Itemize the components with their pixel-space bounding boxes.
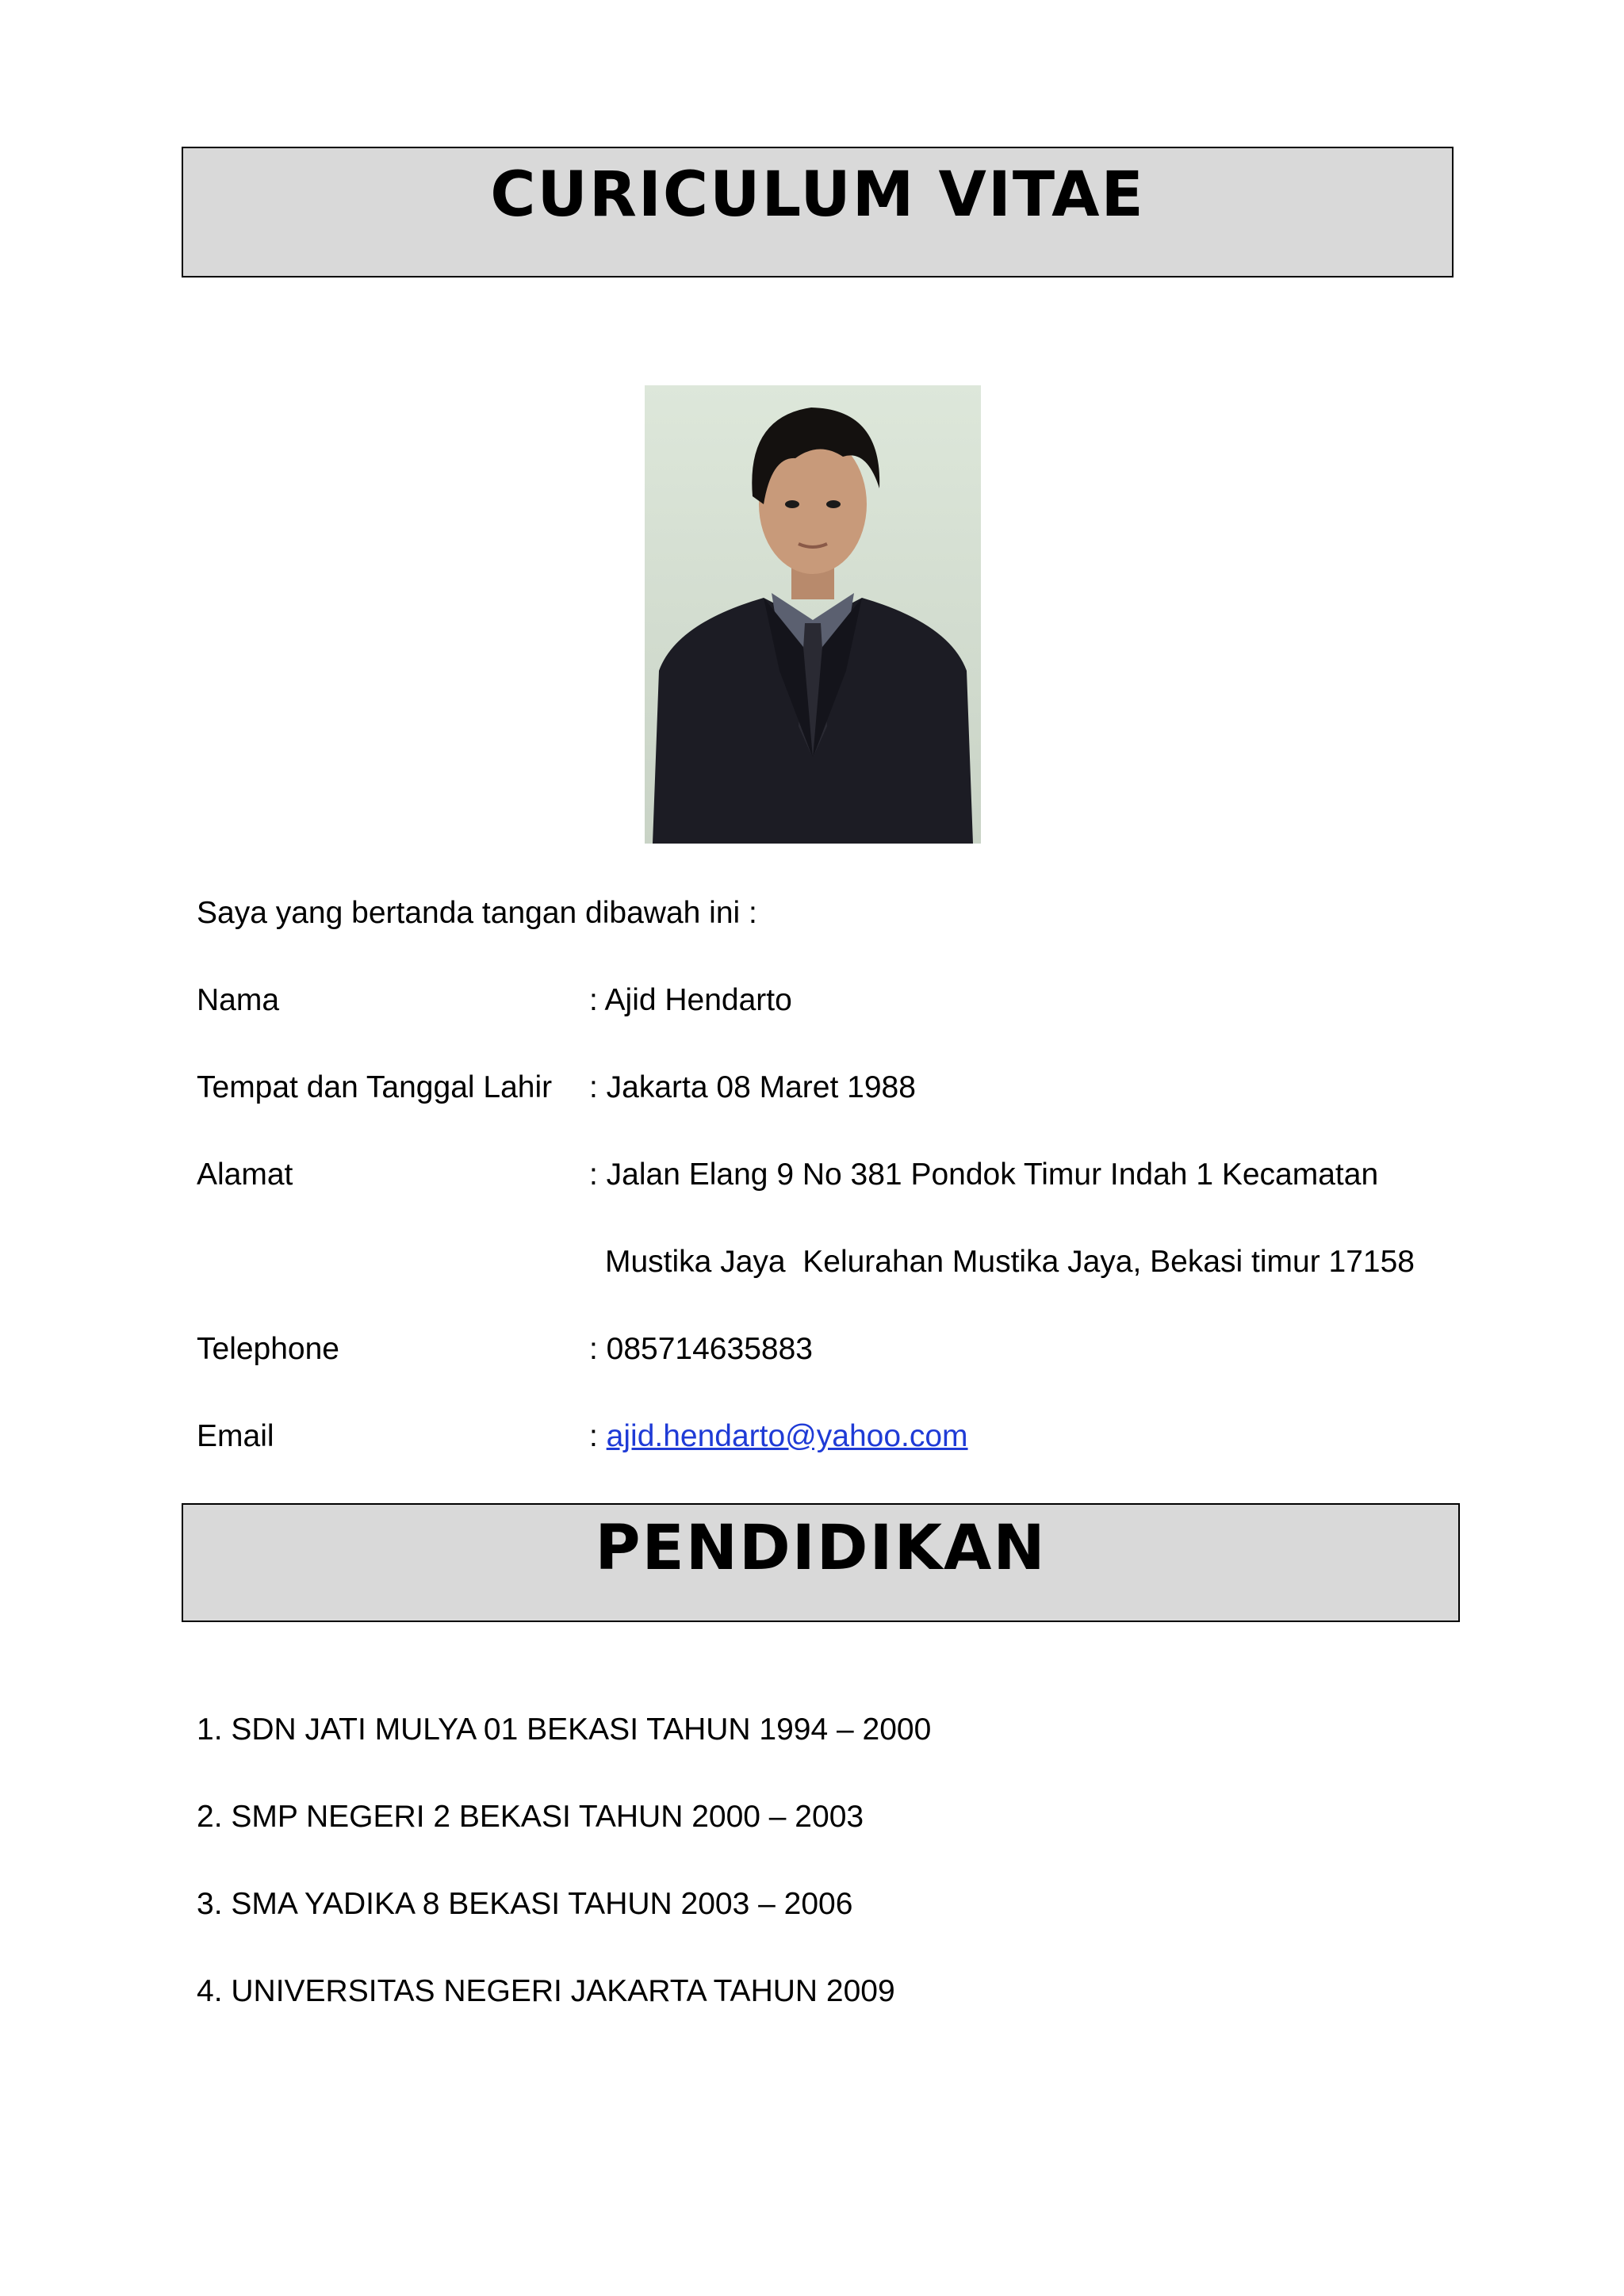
profile-photo <box>645 385 981 844</box>
birth-label: Tempat dan Tanggal Lahir <box>197 1070 553 1104</box>
name-label: Nama <box>197 983 280 1017</box>
education-title: PENDIDIKAN <box>595 1513 1047 1584</box>
email-link[interactable]: ajid.hendarto@yahoo.com <box>606 1419 968 1453</box>
email-row <box>589 1421 968 1452</box>
education-item: 3. SMA YADIKA 8 BEKASI TAHUN 2003 – 2006 <box>197 1887 853 1921</box>
cv-title-box <box>182 147 1454 277</box>
email-prefix: : <box>589 1419 607 1453</box>
name-value: : Ajid Hendarto <box>589 983 792 1017</box>
education-item: 1. SDN JATI MULYA 01 BEKASI TAHUN 1994 – 2000 <box>197 1712 932 1747</box>
phone-value: : 085714635883 <box>589 1332 813 1366</box>
page-title: CURICULUM VITAE <box>490 159 1145 231</box>
education-item: 2. SMP NEGERI 2 BEKASI TAHUN 2000 – 2003 <box>197 1800 864 1834</box>
birth-value: : Jakarta 08 Maret 1988 <box>589 1070 916 1104</box>
address-label: Alamat <box>197 1158 293 1192</box>
intro-text: Saya yang bertanda tangan dibawah ini : <box>197 896 757 930</box>
address-line-2: Mustika Jaya Kelurahan Mustika Jaya, Bekasi timur 17158 <box>605 1245 1415 1279</box>
email-label: Email <box>197 1419 274 1453</box>
education-title-box <box>182 1503 1460 1622</box>
address-line-1: : Jalan Elang 9 No 381 Pondok Timur Indah 1 Kecamatan <box>589 1158 1379 1192</box>
phone-label: Telephone <box>197 1332 339 1366</box>
education-item: 4. UNIVERSITAS NEGERI JAKARTA TAHUN 2009 <box>197 1974 895 2008</box>
